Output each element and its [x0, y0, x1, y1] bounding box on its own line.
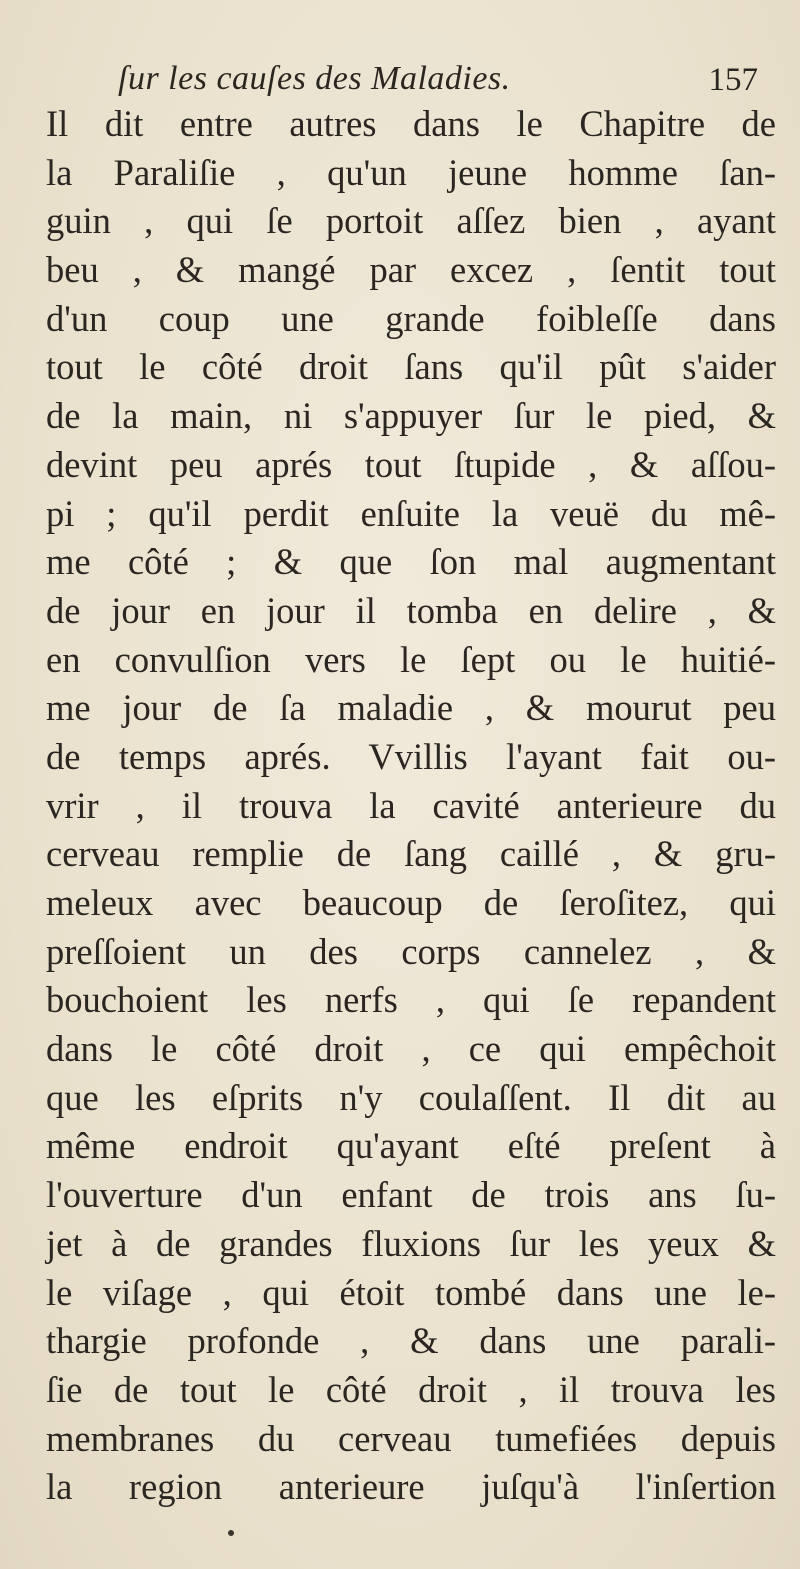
- text-line: que les eſprits n'y coulaſſent. Il dit au: [46, 1076, 776, 1118]
- text-line: thargie profonde , & dans une parali-: [46, 1320, 776, 1362]
- text-line: tout le côté droit ſans qu'il pût s'aider: [46, 346, 776, 388]
- text-line: dans le côté droit , ce qui empêchoit: [46, 1028, 776, 1070]
- text-line: de la main, ni s'appuyer ſur le pied, &: [46, 395, 776, 437]
- text-line: Il dit entre autres dans le Chapitre de: [46, 103, 776, 144]
- text-line: me côté ; & que ſon mal augmentant: [46, 541, 776, 583]
- text-line: cerveau remplie de ſang caillé , & gru-: [46, 833, 776, 875]
- page-number: 157: [708, 62, 758, 98]
- text-line: en convulſion vers le ſept ou le huitié-: [46, 638, 776, 680]
- text-line: guin , qui ſe portoit aſſez bien , ayant: [46, 200, 776, 242]
- ink-speck: [228, 1530, 234, 1536]
- text-line: jet à de grandes fluxions ſur les yeux &: [46, 1222, 776, 1264]
- body-text: [46, 100, 776, 1512]
- text-line: preſſoient un des corps cannelez , &: [46, 930, 776, 972]
- text-line: ſie de tout le côté droit , il trouva les: [46, 1368, 776, 1410]
- page-header: [118, 60, 758, 104]
- text-line: me jour de ſa maladie , & mourut peu: [46, 687, 776, 729]
- text-line: de temps aprés. Vvillis l'ayant fait ou-: [46, 735, 776, 777]
- text-line: pi ; qu'il perdit enſuite la veuë du mê-: [46, 492, 776, 534]
- text-line: vrir , il trouva la cavité anterieure du: [46, 784, 776, 826]
- text-line: de jour en jour il tomba en delire , &: [46, 589, 776, 631]
- text-line: meleux avec beaucoup de ſeroſitez, qui: [46, 882, 776, 923]
- text-line: la region anterieure juſqu'à l'inſertion: [46, 1466, 776, 1508]
- text-line: d'un coup une grande foibleſſe dans: [46, 297, 776, 339]
- text-line: l'ouverture d'un enfant de trois ans ſu-: [46, 1174, 776, 1216]
- text-line: bouchoient les nerfs , qui ſe repandent: [46, 979, 776, 1021]
- running-title: ſur les cauſes des Maladies.: [118, 60, 511, 97]
- text-line: membranes du cerveau tumefiées depuis: [46, 1417, 776, 1459]
- text-line: devint peu aprés tout ſtupide , & aſſou-: [46, 443, 776, 485]
- text-line: même endroit qu'ayant eſté preſent à: [46, 1125, 776, 1167]
- text-line: la Paraliſie , qu'un jeune homme ſan-: [46, 151, 776, 193]
- text-line: beu , & mangé par excez , ſentit tout: [46, 249, 776, 291]
- text-line: le viſage , qui étoit tombé dans une le-: [46, 1271, 776, 1313]
